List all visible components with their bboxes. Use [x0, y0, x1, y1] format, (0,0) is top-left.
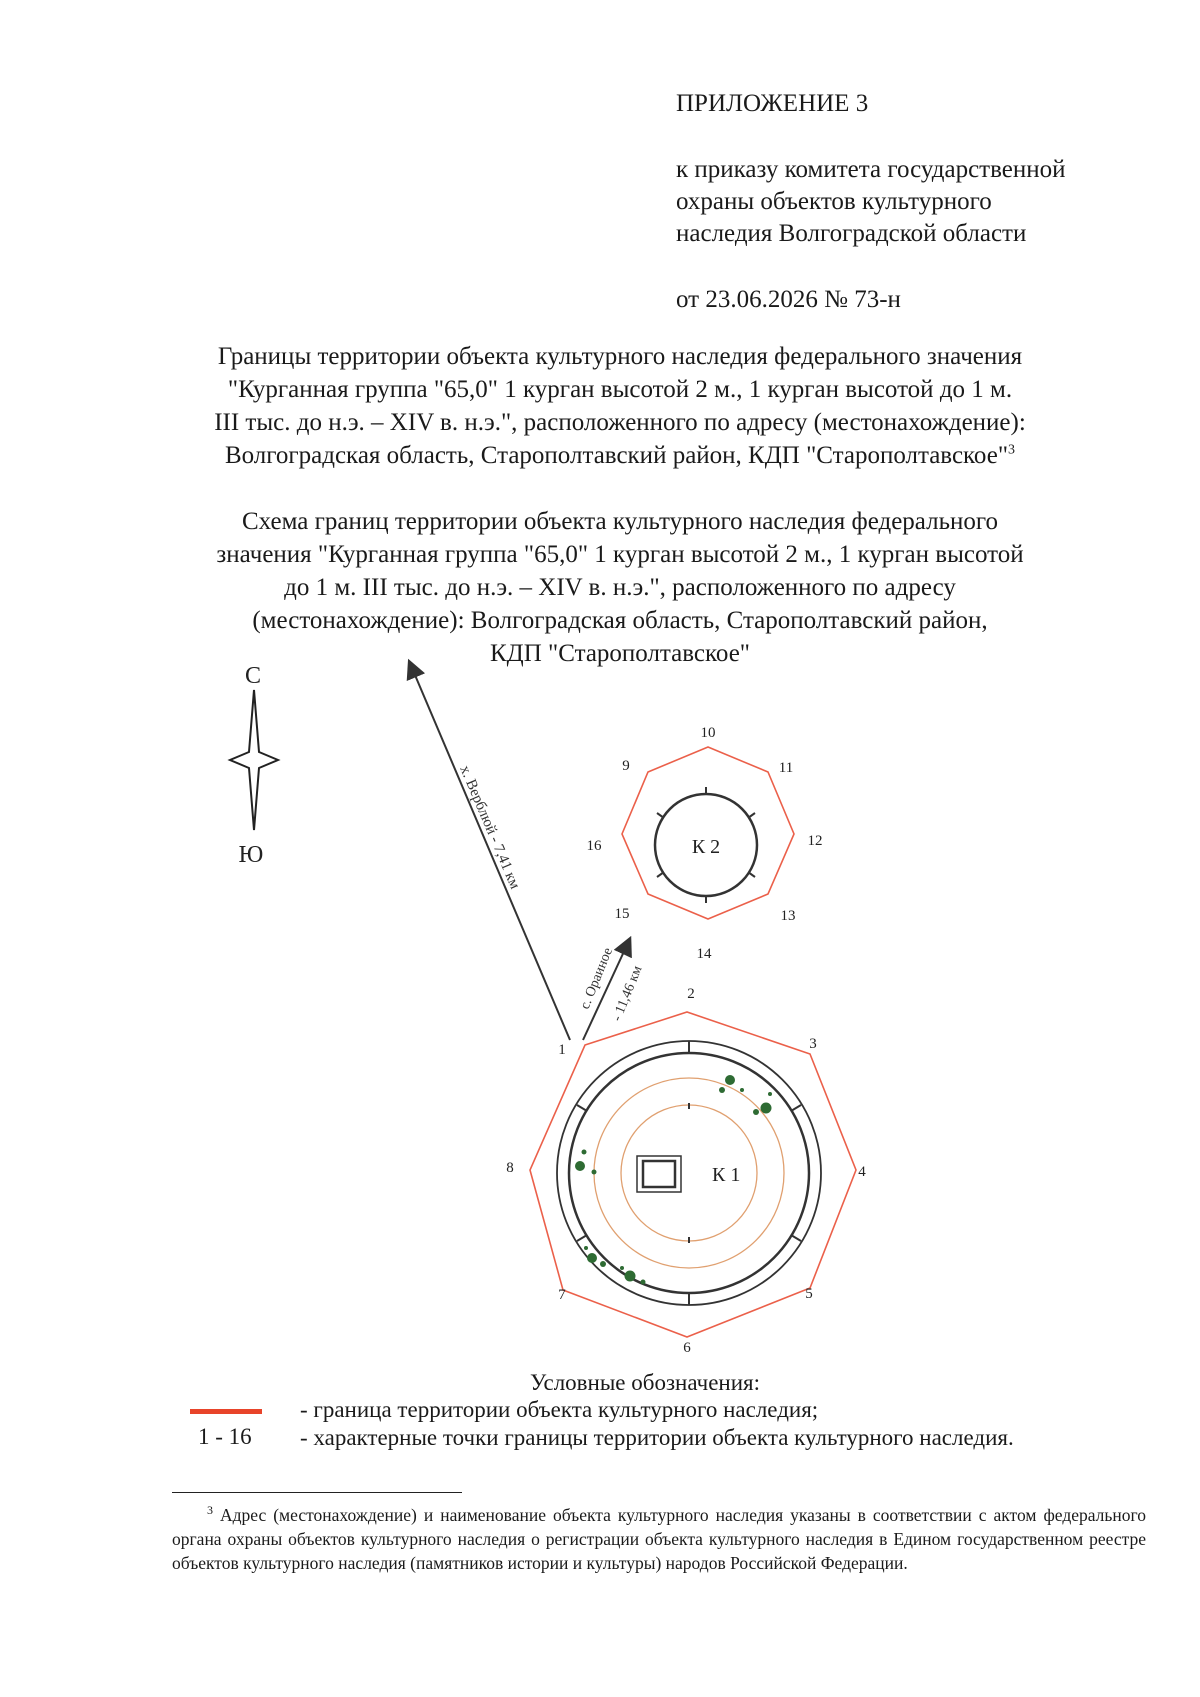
footnote-divider	[172, 1492, 462, 1493]
boundary-scheme-diagram	[200, 650, 1100, 1370]
point-label: 10	[700, 725, 716, 741]
mound-k1-pit	[637, 1156, 681, 1192]
point-label: 9	[622, 758, 630, 774]
point-label: 16	[586, 838, 602, 854]
point-label: 11	[778, 760, 794, 776]
title-line: III тыс. до н.э. – XIV в. н.э.", расположенного по адресу (местонахождение):	[214, 409, 1026, 436]
point-label: 1	[558, 1042, 566, 1058]
order-date: от 23.06.2026 № 73-н	[676, 286, 901, 313]
mound-k1-middle-ring	[569, 1053, 809, 1293]
title-line: (местонахождение): Волгоградская область, Старополтавский район,	[252, 607, 988, 634]
order-reference	[676, 154, 1066, 250]
mound-k1	[506, 986, 866, 1356]
direction-label-2b: - 11,46 км	[609, 963, 646, 1024]
footnote-number: 3	[207, 1503, 213, 1518]
title-line: "Курганная группа "65,0" 1 курган высотой 2 м., 1 курган высотой до 1 м.	[227, 376, 1013, 403]
title-line: значения "Курганная группа "65,0" 1 курган высотой 2 м., 1 курган высотой	[216, 541, 1024, 568]
direction-arrow-1	[412, 668, 570, 1040]
point-label: 8	[506, 1160, 514, 1176]
compass-star-icon	[230, 690, 278, 830]
scheme-title	[120, 505, 1120, 670]
point-label: 3	[809, 1036, 817, 1052]
legend-points-range: 1 - 16	[198, 1424, 252, 1449]
point-label: 12	[807, 833, 823, 849]
legend-title: Условные обозначения:	[529, 1370, 761, 1395]
title-line: КДП "Старополтавское"	[490, 640, 750, 667]
mound-k2-label: К 2	[691, 836, 721, 858]
point-label: 7	[558, 1287, 566, 1303]
direction-label-2a: с. Ораиное	[577, 945, 617, 1012]
title-line: Границы территории объекта культурного наследия федерального значения	[217, 343, 1023, 370]
title-line: Схема границ территории объекта культурного наследия федерального	[241, 508, 999, 535]
footnote	[172, 1503, 1146, 1575]
legend-item-points: - характерные точки границы территории объекта культурного наследия.	[300, 1425, 1014, 1450]
point-label: 4	[858, 1164, 866, 1180]
title-line-text: Волгоградская область, Старополтавский район, КДП "Старополтавское"	[224, 442, 1009, 469]
point-label: 2	[687, 986, 695, 1002]
order-line: наследия Волгоградской области	[676, 220, 1027, 247]
compass	[230, 663, 278, 868]
direction-label-1: х. Верблюй - 7,41 км	[456, 763, 523, 892]
point-label: 13	[780, 908, 796, 924]
compass-north-label: С	[244, 663, 262, 689]
point-label: 6	[683, 1340, 691, 1356]
compass-south-label: Ю	[238, 842, 264, 868]
point-label: 15	[614, 906, 630, 922]
title-line	[120, 439, 1120, 472]
footnote-text: Адрес (местонахождение) и наименование объекта культурного наследия указаны в соответствии с актом федерального органа охраны объектов культурного наследия о регистрации объекта культурного наследия в Едином государственном реестре объектов культурного наследия (памятников истории и культуры) народов Российской Федерации.	[172, 1505, 1146, 1573]
mound-k2	[587, 725, 823, 962]
point-label: 5	[805, 1286, 813, 1302]
boundaries-title	[120, 340, 1120, 472]
order-line: охраны объектов культурного	[676, 188, 992, 215]
mound-k1-outer-ring	[557, 1041, 821, 1305]
point-label: 14	[696, 946, 712, 962]
legend-boundary-swatch	[190, 1409, 262, 1414]
mound-k1-label: К 1	[712, 1164, 741, 1186]
title-line: до 1 м. III тыс. до н.э. – XIV в. н.э.", расположенного по адресу	[284, 574, 956, 601]
boundary-k2	[622, 747, 794, 919]
legend-item-boundary: - граница территории объекта культурного наследия;	[300, 1397, 819, 1422]
order-line: к приказу комитета государственной	[676, 156, 1066, 183]
footnote-mark[interactable]: 3	[1008, 442, 1016, 458]
appendix-title: ПРИЛОЖЕНИЕ 3	[676, 90, 869, 117]
